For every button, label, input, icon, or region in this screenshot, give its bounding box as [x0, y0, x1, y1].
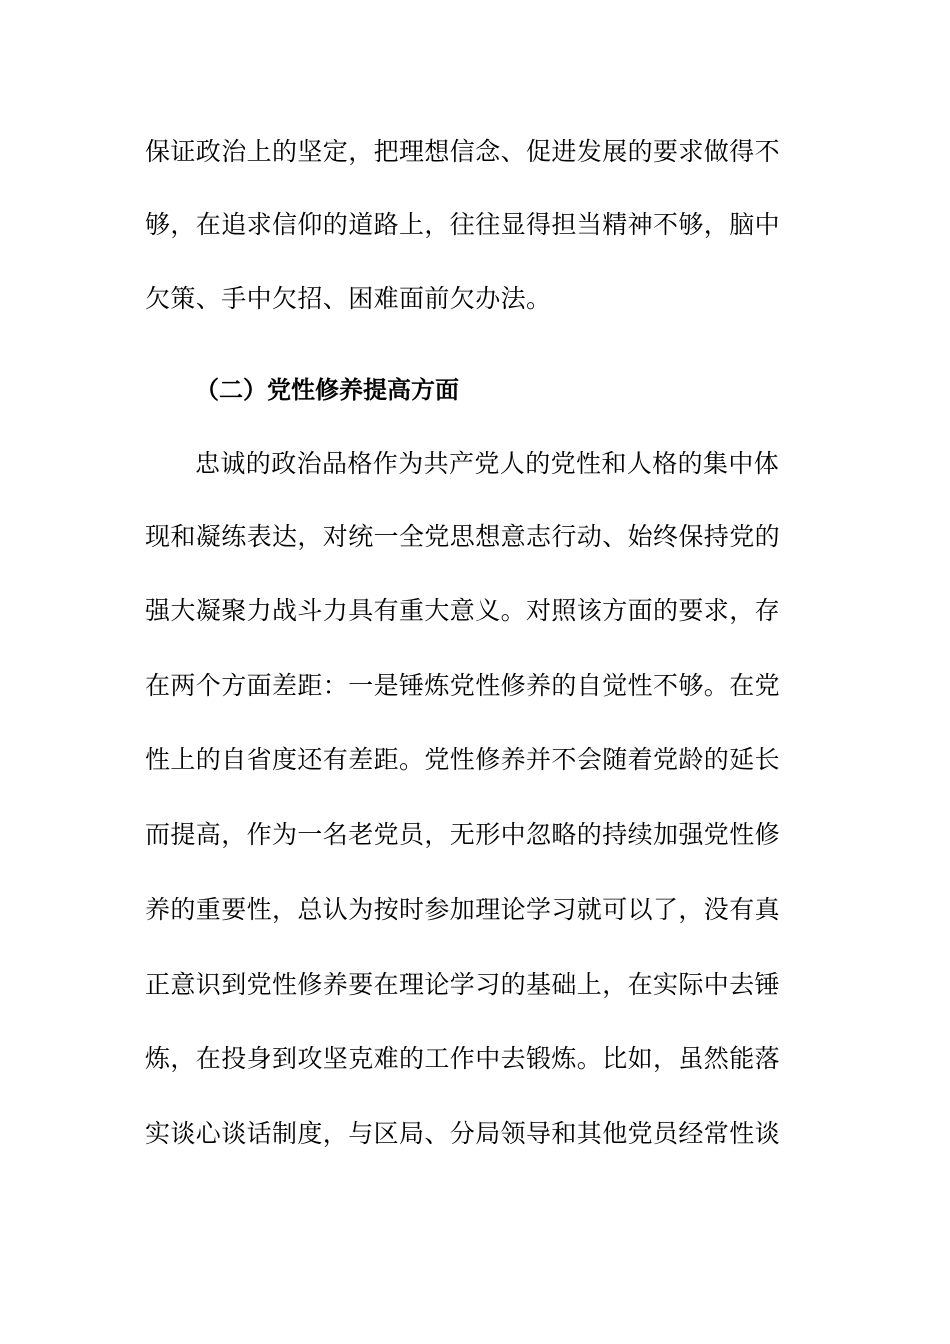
text-line: 够，在追求信仰的道路上，往往显得担当精神不够，脑中: [145, 210, 781, 239]
text-line: 忠诚的政治品格作为共产党人的党性和人格的集中体: [195, 449, 780, 478]
text-line: 强大凝聚力战斗力具有重大意义。对照该方面的要求，存: [145, 596, 781, 625]
text-line: 在两个方面差距：一是锤炼党性修养的自觉性不够。在党: [145, 671, 781, 700]
text-line: 欠策、手中欠招、困难面前欠办法。: [145, 284, 552, 313]
text-line: 而提高，作为一名老党员，无形中忽略的持续加强党性修: [145, 820, 781, 849]
text-line: 保证政治上的坚定，把理想信念、促进发展的要求做得不: [145, 137, 781, 166]
section-heading: （二）党性修养提高方面: [195, 376, 459, 404]
text-line: 性上的自省度还有差距。党性修养并不会随着党龄的延长: [145, 745, 781, 774]
text-line: 现和凝练表达，对统一全党思想意志行动、始终保持党的: [145, 522, 781, 551]
text-line: 正意识到党性修养要在理论学习的基础上，在实际中去锤: [145, 970, 781, 999]
text-line: 实谈心谈话制度，与区局、分局领导和其他党员经常性谈: [145, 1119, 781, 1148]
text-line: 炼，在投身到攻坚克难的工作中去锻炼。比如，虽然能落: [145, 1044, 781, 1073]
text-line: 养的重要性，总认为按时参加理论学习就可以了，没有真: [145, 895, 781, 924]
